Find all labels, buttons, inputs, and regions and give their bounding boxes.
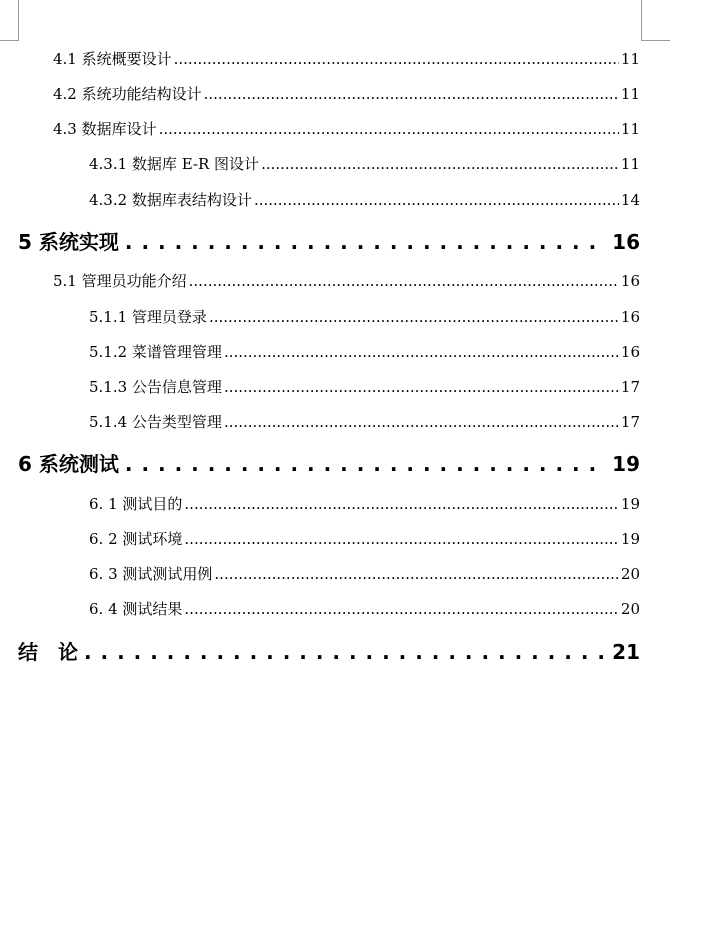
dot-leader xyxy=(254,191,619,209)
toc-entry-page-number: 20 xyxy=(620,600,640,618)
dot-leader xyxy=(174,50,619,68)
toc-entry-label: 5.1.4 公告类型管理 xyxy=(89,413,222,431)
toc-entry-page-number: 14 xyxy=(620,191,640,209)
dot-leader xyxy=(224,343,619,361)
toc-entry-6[interactable] xyxy=(18,448,640,476)
toc-entry-page-number: 20 xyxy=(620,565,640,583)
toc-entry-4-3-2[interactable] xyxy=(89,189,640,211)
toc-entry-5-1-3[interactable] xyxy=(89,376,640,398)
toc-entry-5[interactable] xyxy=(18,226,640,254)
toc-entry-page-number: 17 xyxy=(620,413,640,431)
dot-leader xyxy=(184,600,619,618)
toc-entry-6-3[interactable] xyxy=(89,563,640,585)
toc-entry-4-3[interactable] xyxy=(53,118,640,140)
toc-entry-label: 4.3 数据库设计 xyxy=(53,120,157,138)
toc-entry-5-1-2[interactable] xyxy=(89,341,640,363)
dot-leader xyxy=(125,452,606,476)
toc-entry-6-4[interactable] xyxy=(89,598,640,620)
toc-entry-4-1[interactable] xyxy=(53,48,640,70)
dot-leader xyxy=(224,413,619,431)
toc-entry-label: 结 论 xyxy=(18,640,78,664)
toc-entry-label: 4.3.1 数据库 E-R 图设计 xyxy=(89,155,260,173)
toc-entry-label: 5 系统实现 xyxy=(18,230,119,254)
dot-leader xyxy=(184,495,619,513)
dot-leader xyxy=(84,640,606,664)
toc-entry-6-1[interactable] xyxy=(89,493,640,515)
toc-entry-label: 6. 1 测试目的 xyxy=(89,495,183,513)
toc-entry-page-number: 19 xyxy=(620,530,640,548)
toc-entry-page-number: 21 xyxy=(612,640,640,664)
toc-entry-label: 4.3.2 数据库表结构设计 xyxy=(89,191,252,209)
toc-entry-5-1-1[interactable] xyxy=(89,306,640,328)
toc-entry-label: 4.2 系统功能结构设计 xyxy=(53,85,202,103)
toc-entry-page-number: 11 xyxy=(620,155,640,173)
dot-leader xyxy=(189,272,619,290)
crop-mark-top-left xyxy=(0,0,19,41)
toc-entry-label: 5.1.3 公告信息管理 xyxy=(89,378,222,396)
toc-entry-4-3-1[interactable] xyxy=(89,153,640,175)
toc-entry-page-number: 16 xyxy=(620,343,640,361)
dot-leader xyxy=(224,378,619,396)
toc-entry-label: 6 系统测试 xyxy=(18,452,119,476)
toc-entry-label: 5.1.1 管理员登录 xyxy=(89,308,207,326)
toc-entry-4-2[interactable] xyxy=(53,83,640,105)
dot-leader xyxy=(184,530,619,548)
crop-mark-top-right xyxy=(641,0,670,41)
toc-entry-label: 6. 4 测试结果 xyxy=(89,600,183,618)
dot-leader xyxy=(209,308,619,326)
toc-entry-page-number: 16 xyxy=(620,272,640,290)
toc-entry-page-number: 16 xyxy=(620,308,640,326)
dot-leader xyxy=(261,155,619,173)
toc-entry-6-2[interactable] xyxy=(89,528,640,550)
dot-leader xyxy=(159,120,619,138)
toc-entry-conclusion[interactable] xyxy=(18,636,640,664)
toc-entry-5-1[interactable] xyxy=(53,270,640,292)
toc-entry-page-number: 11 xyxy=(620,120,640,138)
toc-entry-label: 5.1 管理员功能介绍 xyxy=(53,272,187,290)
toc-entry-page-number: 11 xyxy=(620,50,640,68)
toc-entry-5-1-4[interactable] xyxy=(89,411,640,433)
toc-entry-label: 5.1.2 菜谱管理管理 xyxy=(89,343,222,361)
toc-entry-page-number: 19 xyxy=(620,495,640,513)
toc-entry-label: 4.1 系统概要设计 xyxy=(53,50,172,68)
toc-entry-page-number: 19 xyxy=(612,452,640,476)
dot-leader xyxy=(214,565,619,583)
toc-entry-label: 6. 3 测试测试用例 xyxy=(89,565,213,583)
dot-leader xyxy=(125,230,606,254)
toc-entry-page-number: 17 xyxy=(620,378,640,396)
toc-entry-label: 6. 2 测试环境 xyxy=(89,530,183,548)
dot-leader xyxy=(204,85,619,103)
toc-entry-page-number: 16 xyxy=(612,230,640,254)
toc-entry-page-number: 11 xyxy=(620,85,640,103)
